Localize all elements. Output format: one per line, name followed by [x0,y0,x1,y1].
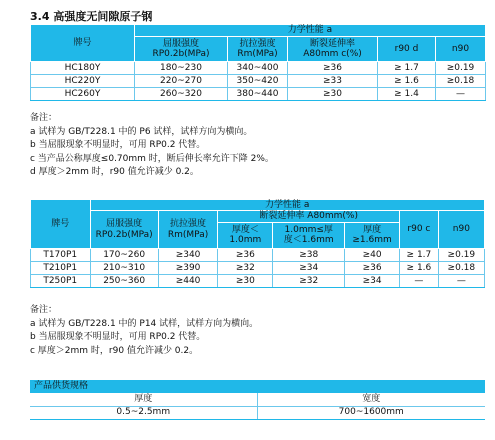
supply-header-thickness: 厚度 [30,393,257,406]
table-cell: ≥32 [218,261,273,274]
header-mechanical-properties: 力学性能 a [135,25,486,37]
table-cell: ≥34 [345,274,400,287]
table-cell: — [400,274,439,287]
header-grade: 牌号 [31,25,135,62]
note-line: c 当产品公称厚度≤0.70mm 时，断后伸长率允许下降 2%。 [30,153,274,164]
table-cell: ≥ 1.7 [400,248,439,261]
table-cell: ≥30 [288,88,378,101]
header-elongation: 断裂延伸率 A80mm c(%) [288,37,378,62]
table-cell: 220~270 [135,75,228,88]
note-line: b 当屈服现象不明显时，可用 RP0.2 代替。 [30,332,206,342]
table-cell: 250~360 [90,274,158,287]
supply-header-width: 宽度 [257,393,485,406]
table-hc-grades [30,24,486,101]
table-cell: ≥0.18 [436,75,486,88]
header-n90: n90 [436,37,486,62]
table-cell: ≥340 [158,248,218,261]
table-row [31,88,486,101]
note-line: d 厚度＞2mm 时，r90 值允许减少 0.2。 [30,167,199,177]
table-cell: 170~260 [90,248,158,261]
note-line: 备注： [30,305,58,315]
table-cell: ≥ 1.6 [378,75,436,88]
header-mechanical-properties-2: 力学性能 a [90,200,485,211]
table-cell: ≥0.19 [436,62,486,75]
header-tensile: 抗拉强度 Rm(MPa) [228,37,288,62]
table-cell: ≥390 [158,261,218,274]
note-line: b 当屈服现象不明显时，可用 RP0.2 代替。 [30,140,206,150]
supply-table [30,393,485,420]
supply-width-value: 700~1600mm [257,406,485,419]
header-grade-2: 牌号 [31,200,91,249]
table-cell: ≥32 [273,274,345,287]
notes-table2 [30,304,258,358]
table-cell: 260~320 [135,88,228,101]
table-cell: ≥34 [273,261,345,274]
table-cell: HC220Y [31,75,135,88]
notes-table1 [30,112,274,180]
section-heading: 3.4 高强度无间隙原子钢 [30,10,153,23]
table-cell: T250P1 [31,274,91,287]
table-cell: ≥36 [218,248,273,261]
note-line: a 试样为 GB/T228.1 中的 P6 试样，试样方向为横向。 [30,126,253,137]
table-cell: ≥38 [273,248,345,261]
header-thickness-1to16: 1.0mm≤厚 度＜1.6mm [273,222,345,248]
table-row [31,62,486,75]
header-yield-2: 屈服强度 RP0.2b(MPa) [90,211,158,248]
table-cell: — [438,274,484,287]
table-cell: ≥ 1.7 [378,62,436,75]
table-cell: HC260Y [31,88,135,101]
header-elongation-group: 断裂延伸率 A80mm(%) [218,211,400,222]
table-cell: T170P1 [31,248,91,261]
table-cell: ≥ 1.6 [400,261,439,274]
table-cell: 210~310 [90,261,158,274]
header-tensile-2: 抗拉强度 Rm(MPa) [158,211,218,248]
note-line: c 厚度＞2mm 时，r90 值允许减少 0.2。 [30,345,199,356]
table-cell: ≥0.19 [438,248,484,261]
table-row [31,274,485,287]
table-cell: 380~440 [228,88,288,101]
table-cell: ≥0.18 [438,261,484,274]
table-cell: ≥440 [158,274,218,287]
table-cell: ≥40 [345,248,400,261]
table-row [31,261,485,274]
note-line: 备注： [30,113,58,123]
table-cell: ≥30 [218,274,273,287]
table-cell: T210P1 [31,261,91,274]
supply-spec-section [30,380,485,420]
table-cell: HC180Y [31,62,135,75]
table-row [31,248,485,261]
table-cell: 340~400 [228,62,288,75]
table-cell: 350~420 [228,75,288,88]
table-cell: ≥36 [345,261,400,274]
header-r90-2: r90 c [400,211,439,248]
header-thickness-ge16: 厚度 ≥1.6mm [345,222,400,248]
table-row [31,75,486,88]
header-n90-2: n90 [438,211,484,248]
note-line: a 试样为 GB/T228.1 中的 P14 试样，试样方向为横向。 [30,318,259,329]
table-cell: ≥36 [288,62,378,75]
header-yield: 屈服强度 RP0.2b(MPa) [135,37,228,62]
header-r90: r90 d [378,37,436,62]
supply-title: 产品供货规格 [30,380,485,393]
table-cell: ≥33 [288,75,378,88]
table-cell: 180~230 [135,62,228,75]
table-cell: — [436,88,486,101]
table-cell: ≥ 1.4 [378,88,436,101]
header-thickness-lt1: 厚度＜ 1.0mm [218,222,273,248]
table-p1-grades [30,199,485,288]
supply-thickness-value: 0.5~2.5mm [30,406,257,419]
